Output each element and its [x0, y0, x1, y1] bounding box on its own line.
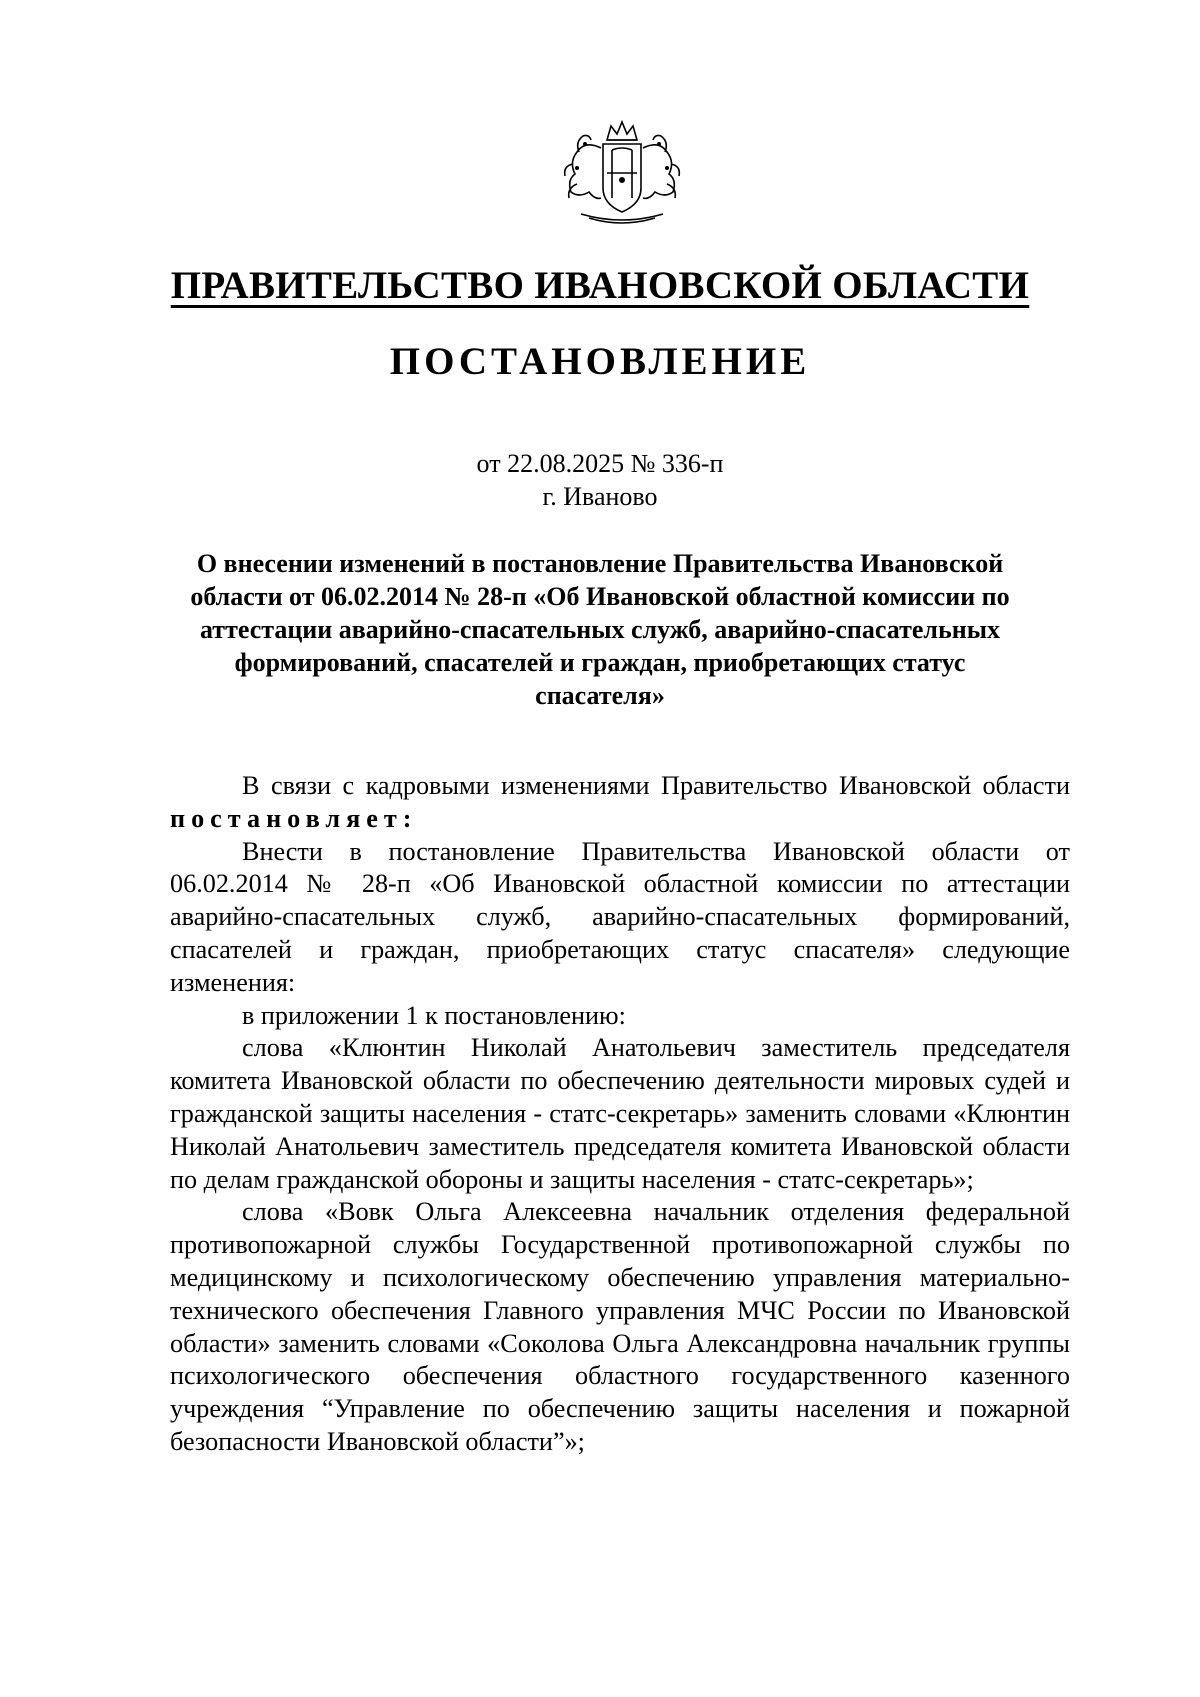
paragraph-1: В связи с кадровыми изменениями Правительство Ивановской области постановляет:	[170, 771, 1070, 833]
paragraph-5: слова «Вовк Ольга Алексеевна начальник отделения федеральной противопожарной службы Государственной противопожарной службы по медицинскому и психологическому обеспечению управления материально-технического обеспечения Главного управления МЧС России по Ивановской области» заменить словами «Соколова Ольга Александровна начальник группы психологического обеспечения областного государственного казенного учреждения “Управление по обеспечению защиты населения и пожарной безопасности Ивановской области”»;	[170, 1197, 1070, 1456]
resolves-word: постановляет:	[170, 803, 418, 833]
city: г. Иваново	[542, 482, 658, 511]
paragraph-3: в приложении 1 к постановлению:	[242, 1000, 626, 1030]
paragraph-4: слова «Клюнтин Николай Анатольевич заместитель председателя комитета Ивановской области по обеспечению деятельности мировых судей и гражданской защиты населения - статс-секретарь» заменить словами «Клюнтин Николай Анатольевич заместитель председателя комитета Ивановской области по делам гражданской обороны и защиты населения - статс-секретарь»;	[170, 1033, 1070, 1194]
document-body	[170, 770, 1070, 1459]
date-number: от 22.08.2025 № 336-п	[476, 449, 724, 478]
coat-of-arms-icon	[555, 118, 690, 230]
paragraph-2: Внести в постановление Правительства Ивановской области от 06.02.2014 № 28-п «Об Ивановской областной комиссии по аттестации аварийно-спасательных служб, аварийно-спасательных формирований, спасателей и граждан, приобретающих статус спасателя» следующие изменения:	[170, 836, 1070, 997]
document-type-title: ПОСТАНОВЛЕНИЕ	[389, 340, 811, 383]
document-subject: О внесении изменений в постановление Правительства Ивановской области от 06.02.2014 № 28-п «Об Ивановской областной комиссии по аттестации аварийно-спасательных служб, аварийно-спасательных формирований, спасателей и граждан, приобретающих статус спасателя»	[190, 549, 1010, 710]
government-title: ПРАВИТЕЛЬСТВО ИВАНОВСКОЙ ОБЛАСТИ	[170, 264, 1030, 307]
